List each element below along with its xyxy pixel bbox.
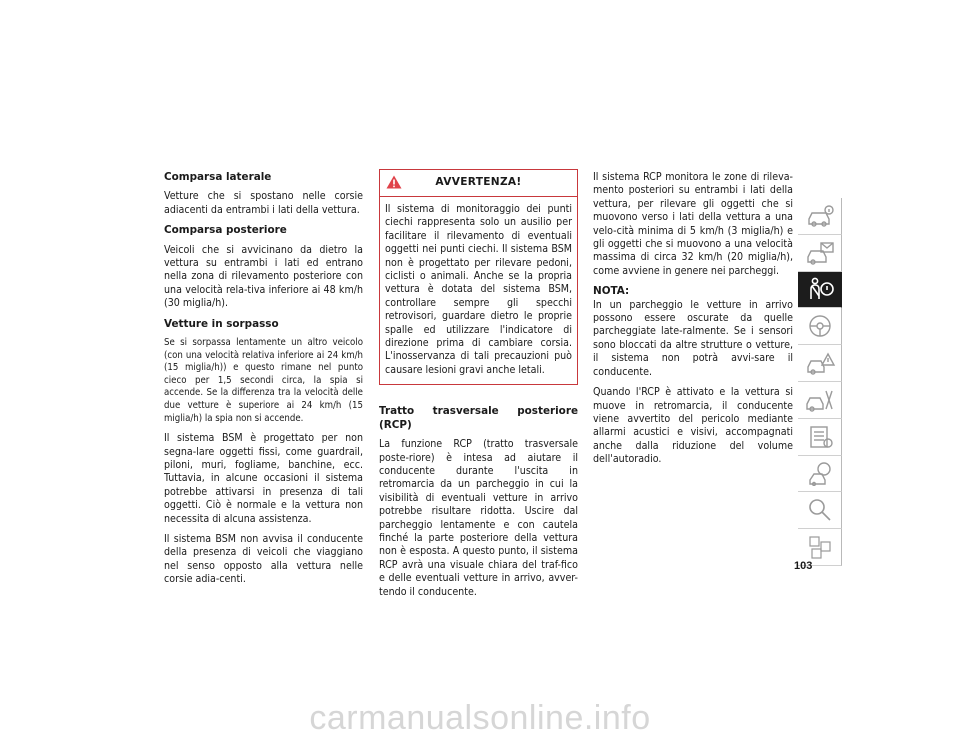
sidebar-tab-car-service[interactable] — [798, 382, 842, 419]
paragraph: Veicoli che si avvicinano da dietro la vettura su entrambi i lati ed entrano nella zona di rilevamento posteriore con una velocità rela-tiva inferiore ai 48 km/h (30 miglia/h). — [164, 243, 363, 310]
car-warning-icon — [804, 350, 836, 376]
sidebar-tab-seatbelt-airbag[interactable] — [798, 272, 842, 309]
heading-vetture-in-sorpasso: Vetture in sorpasso — [164, 317, 279, 330]
paragraph: Se si sorpassa lentamente un altro veicolo (con una velocità relativa inferiore ai 24 km/h (15 miglia/h)) e questo rimane nel punto cieco per 1,5 secondi circa, la spia si accende. Se la differenza tra la velocità delle due vetture è superiore ai 24 km/h (15 miglia/h) la spia non si accende. — [164, 337, 363, 424]
paragraph: Il sistema BSM è progettato per non segna-lare oggetti fissi, come guardrail, piloni, muri, fogliame, banchine, ecc. Tuttavia, in alcune occasioni il sistema potrebbe attivarsi in presenza di tali oggetti. Ciò è normale e la vettura non necessita di alcuna assistenza. — [164, 432, 363, 525]
sidebar-tab-car-mail[interactable] — [798, 235, 842, 272]
paragraph: Il sistema BSM non avvisa il conducente della presenza di veicoli che viaggiano nel senso opposto alla vettura nelle corsie adia-centi. — [164, 533, 363, 586]
warning-title: AVVERTENZA! — [435, 176, 522, 189]
heading-comparsa-posteriore: Comparsa posteriore — [164, 224, 287, 237]
column-middle — [379, 169, 578, 606]
sidebar-tab-car-specs[interactable] — [798, 456, 842, 493]
search-icon — [804, 497, 836, 523]
car-specs-icon — [804, 460, 836, 486]
steering-wheel-icon — [804, 313, 836, 339]
car-service-icon — [804, 387, 836, 413]
warning-header — [380, 170, 577, 197]
heading-rcp: Tratto trasversale posteriore (RCP) — [379, 405, 578, 431]
car-info-icon — [804, 203, 836, 229]
warning-text: Il sistema di monitoraggio dei punti ciechi rappresenta solo un ausilio per facilitare il rilevamento di eventuali oggetti nei punti ciechi. Il sistema BSM non è progettato per rilevare pedoni, ciclisti o animali. Anche se la propria vettura è dotata del sistema BSM, controllare sempre gli specchi retrovisori, guardare dietro le proprie spalle ed utilizzare l'indicatore di direzione prima di cambiare corsia. L'inosservanza di tali precauzioni può causare lesioni gravi anche letali. — [385, 203, 572, 376]
seatbelt-airbag-icon — [804, 276, 836, 302]
note-label: NOTA: — [593, 285, 630, 298]
sidebar-tab-checklist[interactable] — [798, 419, 842, 456]
warning-triangle-icon — [386, 175, 402, 189]
page-number: 103 — [794, 560, 813, 572]
checklist-icon — [804, 424, 836, 450]
column-right — [593, 171, 793, 474]
watermark: carmanualsonline.info — [309, 698, 651, 737]
sidebar-tab-car-info[interactable] — [798, 198, 842, 235]
warning-box — [379, 169, 578, 385]
sidebar-tab-car-warning[interactable] — [798, 345, 842, 382]
car-mail-icon — [804, 240, 836, 266]
multilanguage-icon — [804, 534, 836, 560]
paragraph: La funzione RCP (tratto trasversale poste-riore) è intesa ad aiutare il conducente durante l'uscita in retromarcia da un parcheggio in cui la visibilità di eventuali vetture in arrivo potrebbe risultare ridotta. Uscire dal parcheggio lentamente e con cautela finché la parte posteriore della vettura non è esposta. A questo punto, il sistema RCP avrà una visuale chiara del traf-fico e delle eventuali vetture in arrivo, avver-tendo il conducente. — [379, 438, 578, 598]
chapter-sidebar — [798, 198, 842, 566]
sidebar-tab-steering-wheel[interactable] — [798, 308, 842, 345]
paragraph: Il sistema RCP monitora le zone di rileva-mento posteriori su entrambi i lati della vettura, per rilevare gli oggetti che si muovono verso i lati della vettura a una velo-cità minima di 5 km/h (3 miglia/h) e gli oggetti che si muovono a una velocità massima di circa 32 km/h (20 miglia/h), come avviene in genere nei parcheggi. — [593, 171, 793, 277]
heading-comparsa-laterale: Comparsa laterale — [164, 171, 272, 183]
sidebar-tab-search[interactable] — [798, 492, 842, 529]
note-text: In un parcheggio le vetture in arrivo possono essere oscurate da quelle parcheggiate late-ralmente. Se i sensori sono bloccati da altre strutture o vetture, il sistema non potrà avvi-sare il conducente. — [593, 298, 793, 378]
paragraph: Quando l'RCP è attivato e la vettura si muove in retromarcia, il conducente viene avvertito del pericolo mediante allarmi acustici e visivi, accompagnati anche dalla riduzione del volume dell'autoradio. — [593, 386, 793, 466]
paragraph: Vetture che si spostano nelle corsie adiacenti da entrambi i lati della vettura. — [164, 190, 363, 216]
column-left — [164, 171, 363, 594]
